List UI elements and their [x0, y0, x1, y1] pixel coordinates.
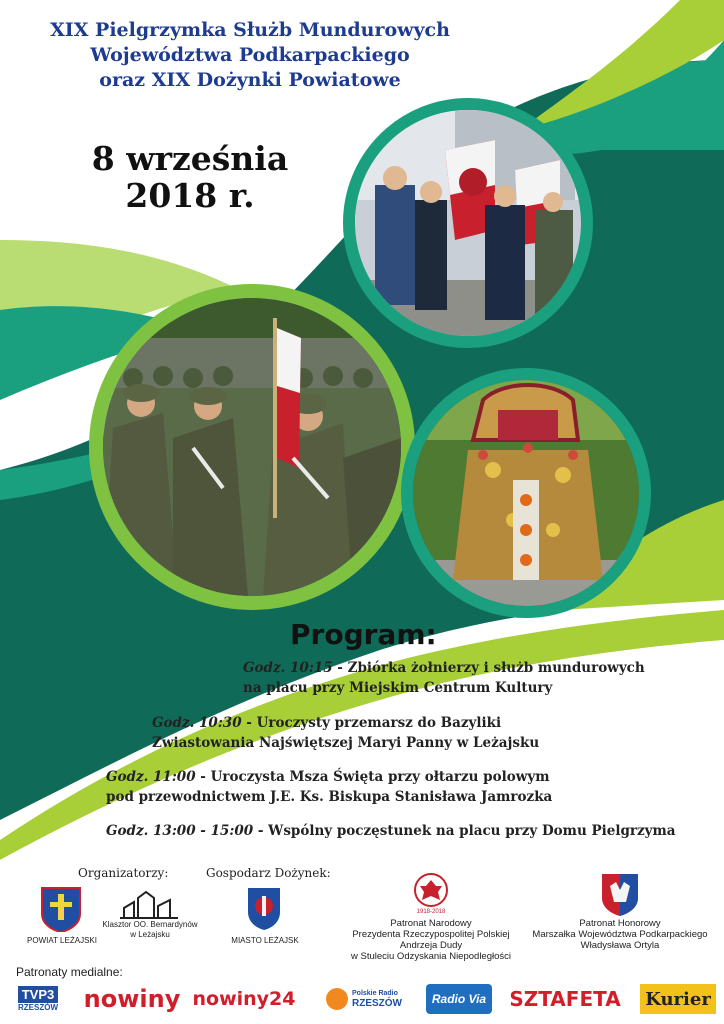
- photo-uniformed-officers: [343, 98, 593, 348]
- powiat-crest-icon: [40, 886, 82, 932]
- polskie-radio-line-2: RZESZÓW: [352, 998, 402, 1009]
- klasztor-label-line-1: Klasztor OO. Bernardynów: [102, 920, 198, 929]
- polskie-radio-logo: [318, 984, 410, 1014]
- program-item-2-text: - Uroczysty przemarsz do Bazyliki: [241, 715, 502, 731]
- nowiny24-logo: nowiny24: [192, 988, 296, 1010]
- program-item-2-time: Godz. 10:30: [152, 715, 242, 731]
- kurier-logo: Kurier: [640, 984, 716, 1014]
- media-label: Patronaty medialne:: [16, 965, 123, 979]
- program-item-2-text-2: Zwiastowania Najświętszej Maryi Panny w Leżajsku: [152, 735, 540, 751]
- patronat-honorowy-line-2: Marszałka Województwa Podkarpackiego: [532, 929, 708, 940]
- event-date: [60, 140, 320, 214]
- title-line-3: oraz XIX Dożynki Powiatowe: [99, 69, 401, 91]
- sztafeta-logo: SZTAFETA: [509, 987, 621, 1011]
- patronat-honorowy-line-1: Patronat Honorowy: [579, 918, 661, 929]
- patronat-narodowy-years: 1918-2018: [416, 909, 446, 915]
- klasztor-label-line-2: w Leżajsku: [130, 930, 170, 939]
- klasztor-logo-icon: [118, 890, 180, 920]
- klasztor-label: [100, 920, 200, 940]
- program-item-1: [243, 658, 645, 698]
- host-label: Gospodarz Dożynek:: [206, 866, 331, 880]
- title-line-2: Województwa Podkarpackiego: [90, 44, 410, 66]
- polskie-radio-line-1: Polskie Radio: [352, 990, 398, 997]
- tvp3-sub: RZESZÓW: [18, 1003, 58, 1012]
- program-item-4: [106, 821, 676, 841]
- patronat-narodowy-line-3: Andrzeja Dudy: [399, 940, 463, 951]
- patronat-narodowy-emblem-icon: [412, 872, 450, 908]
- photo-soldiers-parade: [89, 284, 415, 610]
- date-line-2: 2018 r.: [125, 176, 255, 215]
- radio-via-logo: Radio Via: [426, 984, 492, 1014]
- date-line-1: 8 września: [91, 139, 289, 178]
- program-item-4-text: - Wspólny poczęstunek na placu przy Domu Pielgrzyma: [253, 823, 676, 839]
- patronat-narodowy-text: [335, 918, 527, 962]
- patronat-honorowy-line-3: Władysława Ortyla: [580, 940, 660, 951]
- program-item-3: [106, 767, 552, 807]
- program-item-1-time: Godz. 10:15: [243, 660, 333, 676]
- polskie-radio-icon: [326, 988, 348, 1010]
- program-heading: Program:: [290, 618, 437, 651]
- patronat-narodowy-line-2: Prezydenta Rzeczypospolitej Polskiej: [352, 929, 510, 940]
- miasto-label: MIASTO LEŻAJSK: [231, 936, 299, 945]
- organizers-label: Organizatorzy:: [78, 866, 169, 880]
- program-item-1-text-2: na placu przy Miejskim Centrum Kultury: [243, 680, 553, 696]
- program-item-1-text: - Zbiórka żołnierzy i służb mundurowych: [332, 660, 645, 676]
- title-line-1: XIX Pielgrzymka Służb Mundurowych: [50, 19, 450, 41]
- program-item-3-time: Godz. 11:00: [106, 769, 196, 785]
- tvp3-logo: [10, 984, 66, 1014]
- photo-harvest-wreath: [401, 368, 651, 618]
- powiat-label: POWIAT LEŻAJSKI: [27, 936, 97, 945]
- program-item-3-text-2: pod przewodnictwem J.E. Ks. Biskupa Stanisława Jamrozka: [106, 789, 553, 805]
- patronat-honorowy-text: [520, 918, 720, 951]
- miasto-crest-icon: [246, 886, 282, 930]
- program-item-3-text: - Uroczysta Msza Święta przy ołtarzu polowym: [195, 769, 550, 785]
- tvp3-mark: TVP3: [18, 986, 59, 1003]
- patronat-narodowy-line-4: w Stuleciu Odzyskania Niepodległości: [351, 951, 511, 962]
- nowiny-logo: nowiny: [83, 985, 181, 1013]
- program-item-4-time: Godz. 13:00 - 15:00: [106, 823, 254, 839]
- program-item-2: [152, 713, 539, 753]
- event-title: [0, 18, 500, 93]
- podkarpackie-crest-icon: [600, 872, 640, 916]
- patronat-narodowy-line-1: Patronat Narodowy: [390, 918, 472, 929]
